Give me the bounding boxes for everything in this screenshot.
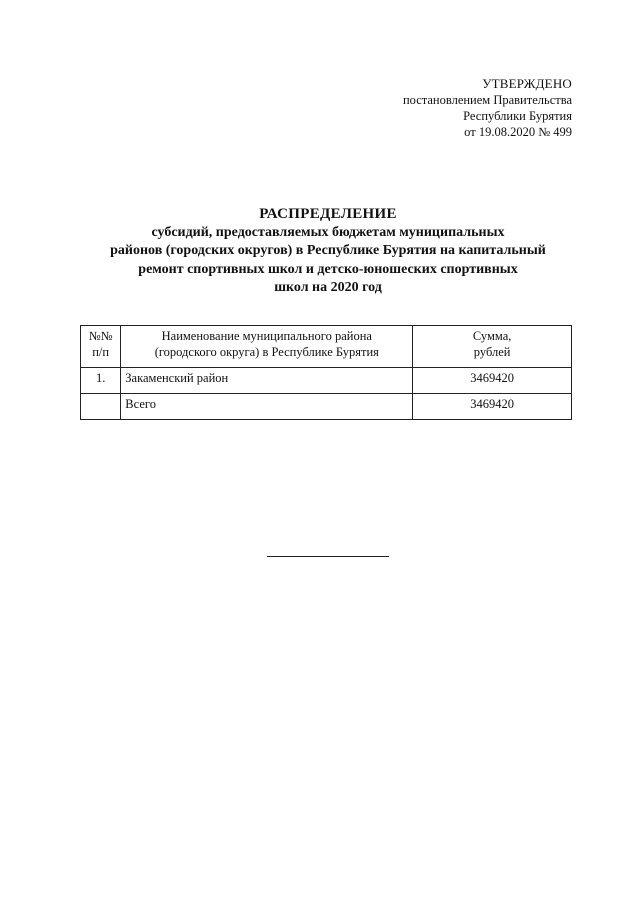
table-row (81, 368, 572, 394)
row-number (81, 394, 121, 420)
document-title-line: школ на 2020 год (274, 280, 382, 295)
header-district-name (121, 326, 413, 368)
approval-heading: УТВЕРЖДЕНО (482, 76, 572, 91)
document-title-main: РАСПРЕДЕЛЕНИЕ (259, 206, 397, 222)
table-row-total (81, 394, 572, 420)
header-number (81, 326, 121, 368)
end-separator-line (267, 556, 389, 557)
header-sum-line1: Сумма, (472, 329, 512, 343)
row-district-name: Закаменский район (121, 368, 413, 394)
approval-government: Республики Бурятия (463, 109, 572, 123)
approval-block (403, 76, 572, 140)
row-total-label: Всего (121, 394, 413, 420)
document-title-line: районов (городских округов) в Республике Бурятия на капитальный (110, 243, 546, 258)
table-header-row (81, 326, 572, 368)
row-total-sum: 3469420 (413, 394, 572, 420)
distribution-table (80, 325, 572, 420)
row-sum: 3469420 (413, 368, 572, 394)
document-title (70, 205, 586, 298)
row-number: 1. (81, 368, 121, 394)
header-name-line1: Наименование муниципального района (161, 329, 372, 343)
header-name-line2: (городского округа) в Республике Бурятия (154, 344, 379, 359)
header-number-line2: п/п (92, 344, 110, 359)
document-title-line: ремонт спортивных школ и детско-юношеских спортивных (138, 261, 518, 277)
header-sum (413, 326, 572, 368)
header-sum-line2: рублей (473, 344, 511, 359)
header-number-line1: №№ (88, 329, 113, 343)
approval-resolution: постановлением Правительства (402, 93, 572, 107)
approval-date-number: от 19.08.2020 № 499 (464, 125, 572, 139)
document-title-line: субсидий, предоставляемых бюджетам муниципальных (151, 224, 505, 240)
